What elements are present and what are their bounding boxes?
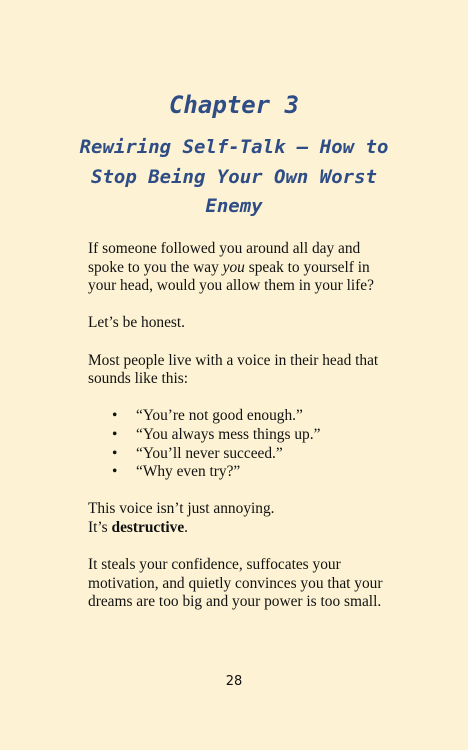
bullet-icon: • bbox=[112, 425, 118, 443]
paragraph-4 bbox=[88, 500, 388, 537]
chapter-body bbox=[88, 240, 388, 630]
list-item bbox=[112, 407, 388, 426]
chapter-title: Rewiring Self-Talk – How to Stop Being Your Own Worst Enemy bbox=[79, 136, 389, 217]
paragraph-4-line-2-start: It’s bbox=[88, 518, 112, 536]
list-item bbox=[112, 444, 388, 464]
bullet-icon: • bbox=[112, 444, 118, 462]
paragraph-4-line-1: This voice isn’t just annoying. bbox=[88, 500, 275, 518]
list-item-text: “You’re not good enough.” bbox=[136, 407, 303, 425]
bullet-icon: • bbox=[112, 463, 118, 481]
list-item-text: “You always mess things up.” bbox=[136, 425, 321, 443]
bullet-icon: • bbox=[112, 407, 118, 425]
paragraph-2: Let’s be honest. bbox=[88, 314, 186, 332]
chapter-label: Chapter 3 bbox=[168, 91, 300, 119]
list-item bbox=[112, 463, 388, 482]
list-item-text: “You’ll never succeed.” bbox=[136, 444, 283, 462]
paragraph-1-emphasis: you bbox=[222, 258, 245, 276]
paragraph-5: It steals your confidence, suffocates your motivation, and quietly convinces you that your dreams are too big and your power is too small. bbox=[88, 556, 383, 611]
list-item bbox=[112, 425, 388, 445]
paragraph-4-bold: destructive bbox=[111, 518, 185, 536]
page-number: 28 bbox=[225, 674, 243, 689]
paragraph-1-start: If someone followed you around all day and spoke to you the way bbox=[88, 240, 361, 276]
paragraph-1 bbox=[88, 240, 388, 296]
paragraph-3: Most people live with a voice in their head that sounds like this: bbox=[88, 351, 379, 388]
paragraph-4-line-2-end: . bbox=[184, 518, 189, 536]
list-item-text: “Why even try?” bbox=[136, 463, 241, 481]
paragraph-1-end: speak to yourself in your head, would you allow them in your life? bbox=[88, 258, 374, 295]
self-talk-quote-list bbox=[88, 407, 388, 481]
